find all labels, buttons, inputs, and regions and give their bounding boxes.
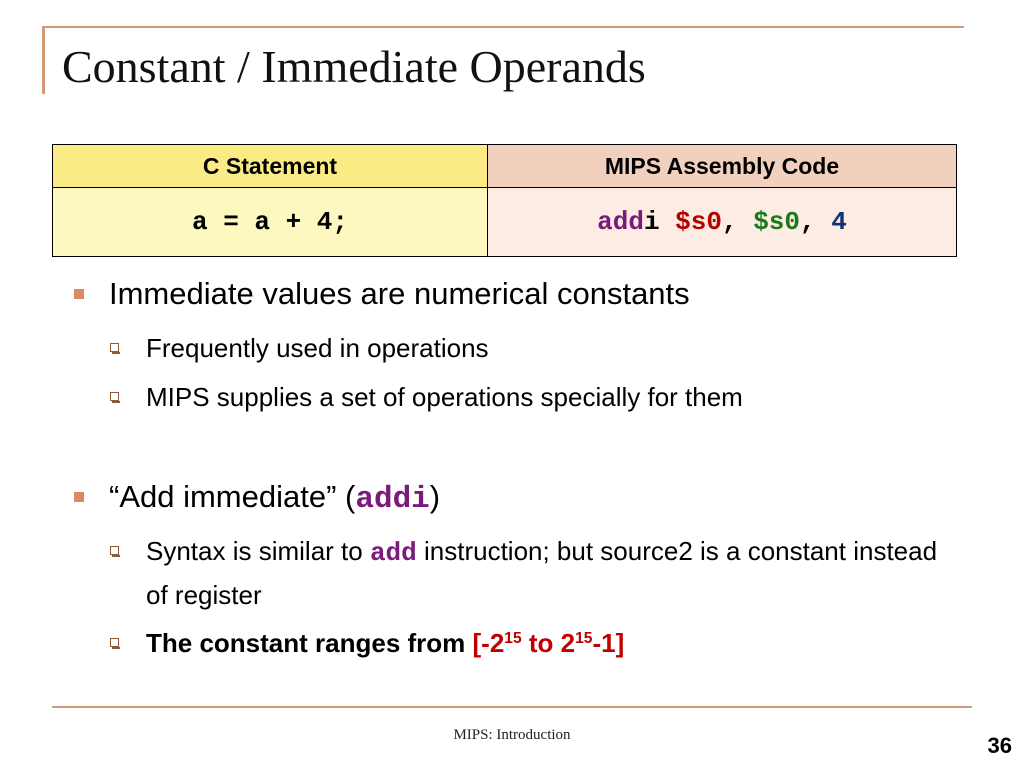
title-frame-left-rule (42, 26, 45, 94)
addi-code: addi (355, 482, 430, 517)
range-exponent-1: 15 (504, 630, 522, 648)
hollow-square-bullet-icon (110, 343, 119, 352)
hollow-square-bullet-icon (110, 638, 119, 647)
footer-rule (52, 706, 972, 708)
syntax-text-after: instruction; but source2 is a constant instead of register (146, 536, 938, 610)
range-close: -1] (592, 628, 625, 658)
sub-bullet-text (146, 622, 624, 664)
mips-comma-1: , (721, 207, 738, 237)
sub-bullet-text: MIPS supplies a set of operations specially for them (146, 382, 743, 412)
mips-source-register: $s0 (753, 207, 801, 237)
range-prefix: The constant ranges from (146, 628, 473, 658)
bullet-text-before: “Add immediate” ( (109, 479, 356, 514)
sub-bullet-text: Frequently used in operations (146, 333, 489, 363)
bullet-text (109, 479, 440, 517)
page-number: 36 (987, 733, 1012, 758)
syntax-text-before: Syntax is similar to (146, 536, 370, 566)
table-header-row (53, 145, 957, 188)
bullet-text: Immediate values are numerical constants (109, 276, 690, 311)
c-statement-code: a = a + 4; (191, 207, 349, 237)
range-mid: to 2 (521, 628, 576, 658)
footer-text: MIPS: Introduction (453, 727, 571, 743)
filled-square-bullet-icon (74, 492, 84, 502)
filled-square-bullet-icon (74, 289, 84, 299)
mips-comma-2: , (800, 207, 816, 237)
bullet-text-after: ) (429, 479, 441, 514)
mips-immediate: 4 (831, 207, 847, 237)
c-statement-cell (53, 188, 488, 257)
mips-opcode: add (597, 207, 644, 237)
range-open: [-2 (472, 628, 505, 658)
table-row (53, 188, 957, 257)
hollow-square-bullet-icon (110, 392, 119, 401)
range-value (473, 628, 625, 658)
sub-bullet-text (146, 530, 940, 616)
header-c-statement: C Statement (53, 145, 488, 188)
range-exponent-2: 15 (575, 630, 593, 648)
header-mips-assembly: MIPS Assembly Code (488, 145, 957, 188)
slide-title: Constant / Immediate Operands (62, 41, 646, 92)
code-comparison-table (52, 144, 957, 257)
mips-code-cell (488, 188, 957, 257)
title-frame-top-rule (42, 26, 964, 28)
mips-dest-register: $s0 (675, 207, 722, 237)
hollow-square-bullet-icon (110, 546, 119, 555)
add-code: add (369, 538, 417, 568)
mips-opcode-suffix: i (643, 207, 660, 237)
